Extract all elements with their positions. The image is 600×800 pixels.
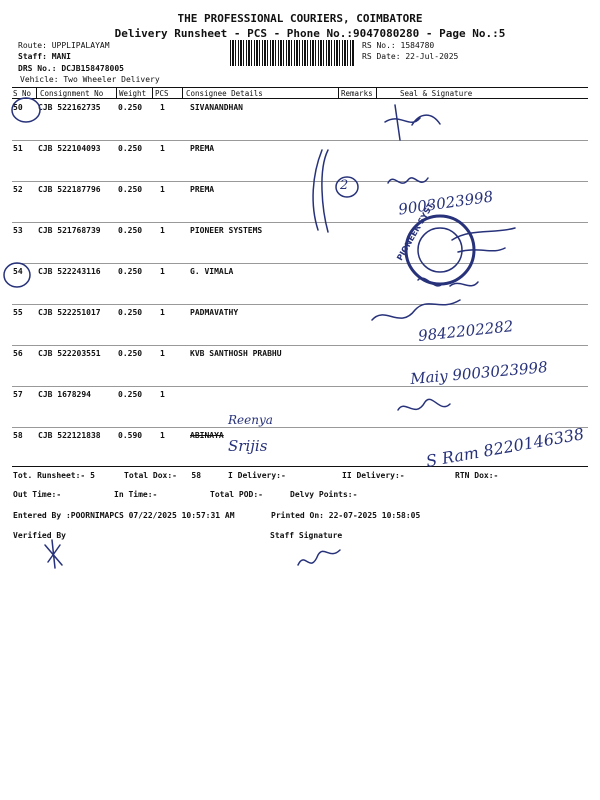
row-separator [12, 263, 588, 264]
row-separator [12, 222, 588, 223]
col-header-consignment: Consignment No [40, 89, 104, 98]
row-weight: 0.250 [118, 185, 143, 194]
row-consignee: G. VIMALA [190, 267, 234, 276]
row-sno: 53 [13, 226, 23, 235]
col-header-pcs: PCS [155, 89, 169, 98]
col-divider [338, 87, 339, 98]
remark-handwritten: 2 [340, 178, 349, 193]
row-consignee: ABINAYA [190, 431, 224, 440]
signature-50 [385, 105, 440, 140]
row-pcs: 1 [160, 144, 165, 153]
delvy-points: Delvy Points:- [290, 490, 358, 499]
row-sno: 52 [13, 185, 23, 194]
row-consignment: CJB 1678294 [38, 390, 91, 399]
row-weight: 0.250 [118, 308, 143, 317]
total-pod: Total POD:- [210, 490, 263, 499]
handwritten-phone: 9003023998 [397, 187, 495, 219]
in-time: In Time:- [114, 490, 158, 499]
row-pcs: 1 [160, 390, 165, 399]
total-runsheet: Tot. Runsheet:- 5 [13, 471, 95, 480]
row-consignment: CJB 522251017 [38, 308, 101, 317]
handwritten-phone: 9842202282 [417, 317, 515, 345]
row-sno: 56 [13, 349, 23, 358]
row-consignee: KVB SANTHOSH PRABHU [190, 349, 282, 358]
staff-signature-mark [298, 550, 340, 565]
row-weight: 0.250 [118, 103, 143, 112]
table-top-border [12, 87, 588, 88]
row-pcs: 1 [160, 226, 165, 235]
row-sno: 58 [13, 431, 23, 440]
col-divider [36, 87, 37, 98]
row-consignment: CJB 522203551 [38, 349, 101, 358]
handwritten-name: Reenya [228, 413, 273, 427]
row-separator [12, 304, 588, 305]
ii-delivery: II Delivery:- [342, 471, 405, 480]
out-time: Out Time:- [13, 490, 62, 499]
row-consignment: CJB 522162735 [38, 103, 101, 112]
row-consignment: CJB 521768739 [38, 226, 101, 235]
rtn-dox: RTN Dox:- [455, 471, 499, 480]
entered-by: Entered By :POORNIMAPCS 07/22/2025 10:57:31 AM [13, 511, 235, 520]
col-header-consignee: Consignee Details [186, 89, 263, 98]
row-weight: 0.250 [118, 144, 143, 153]
row-separator [12, 427, 588, 428]
verified-by-label: Verified By [13, 531, 66, 540]
brace-mark [313, 150, 328, 232]
row-pcs: 1 [160, 185, 165, 194]
row-pcs: 1 [160, 267, 165, 276]
row-weight: 0.250 [118, 267, 143, 276]
i-delivery: I Delivery:- [228, 471, 286, 480]
row-sno: 55 [13, 308, 23, 317]
row-pcs: 1 [160, 308, 165, 317]
drs-number: DRS No.: DCJB158478005 [18, 64, 124, 73]
col-divider [116, 87, 117, 98]
signature-57 [398, 399, 450, 410]
row-sno: 54 [13, 267, 23, 276]
printed-on: Printed On: 22-07-2025 10:58:05 [271, 511, 421, 520]
row-pcs: 1 [160, 431, 165, 440]
row-separator [12, 345, 588, 346]
row-consignment: CJB 522104093 [38, 144, 101, 153]
col-divider [376, 87, 377, 98]
row-consignee: PREMA [190, 144, 215, 153]
row-pcs: 1 [160, 349, 165, 358]
vehicle-label: Vehicle: Two Wheeler Delivery [20, 75, 160, 84]
col-header-seal-signature: Seal & Signature [400, 89, 473, 98]
verifier-signature [45, 540, 62, 568]
row-separator [12, 181, 588, 182]
rs-date: RS Date: 22-Jul-2025 [362, 52, 459, 61]
signature-53 [452, 228, 515, 252]
table-header-border [12, 98, 588, 99]
row-consignment: CJB 522243116 [38, 267, 101, 276]
row-weight: 0.250 [118, 226, 143, 235]
col-divider [152, 87, 153, 98]
signature-54 [418, 278, 478, 286]
route-label: Route: UPPLIPALAYAM [18, 41, 110, 50]
table-bottom-border [12, 466, 588, 467]
company-title: THE PROFESSIONAL COURIERS, COIMBATORE [177, 12, 423, 25]
handwritten-signature: S Ram 8220146338 [424, 424, 586, 471]
row-consignee: SIVANANDHAN [190, 103, 243, 112]
rs-number: RS No.: 1584780 [362, 41, 435, 50]
row-sno: 57 [13, 390, 23, 399]
handwritten-signature: Maiy 9003023998 [409, 358, 549, 388]
runsheet-subtitle: Delivery Runsheet - PCS - Phone No.:9047080280 - Page No.:5 [114, 27, 506, 40]
stamp-ring [406, 216, 474, 284]
col-header-weight: Weight [119, 89, 147, 98]
row-separator [12, 386, 588, 387]
row-weight: 0.250 [118, 390, 143, 399]
row-consignment: CJB 522187796 [38, 185, 101, 194]
barcode [230, 40, 355, 66]
row-pcs: 1 [160, 103, 165, 112]
row-consignee: PREMA [190, 185, 215, 194]
row-separator [12, 140, 588, 141]
row-sno: 51 [13, 144, 23, 153]
row-weight: 0.250 [118, 349, 143, 358]
handwritten-name: Srijis [228, 437, 268, 455]
row-consignee: PIONEER SYSTEMS [190, 226, 263, 235]
staff-signature-label: Staff Signature [270, 531, 343, 540]
signature-55 [372, 300, 460, 320]
staff-label: Staff: MANI [18, 52, 71, 61]
row-consignee: PADMAVATHY [190, 308, 239, 317]
col-header-sno: S No [13, 89, 32, 98]
row-consignment: CJB 522121838 [38, 431, 101, 440]
stamp-lettering: PIONEER SYST [395, 201, 436, 263]
row-sno: 50 [13, 103, 23, 112]
col-divider [182, 87, 183, 98]
col-header-remarks: Remarks [341, 89, 373, 98]
row-weight: 0.590 [118, 431, 143, 440]
total-dox: Total Dox:- 58 [124, 471, 202, 480]
